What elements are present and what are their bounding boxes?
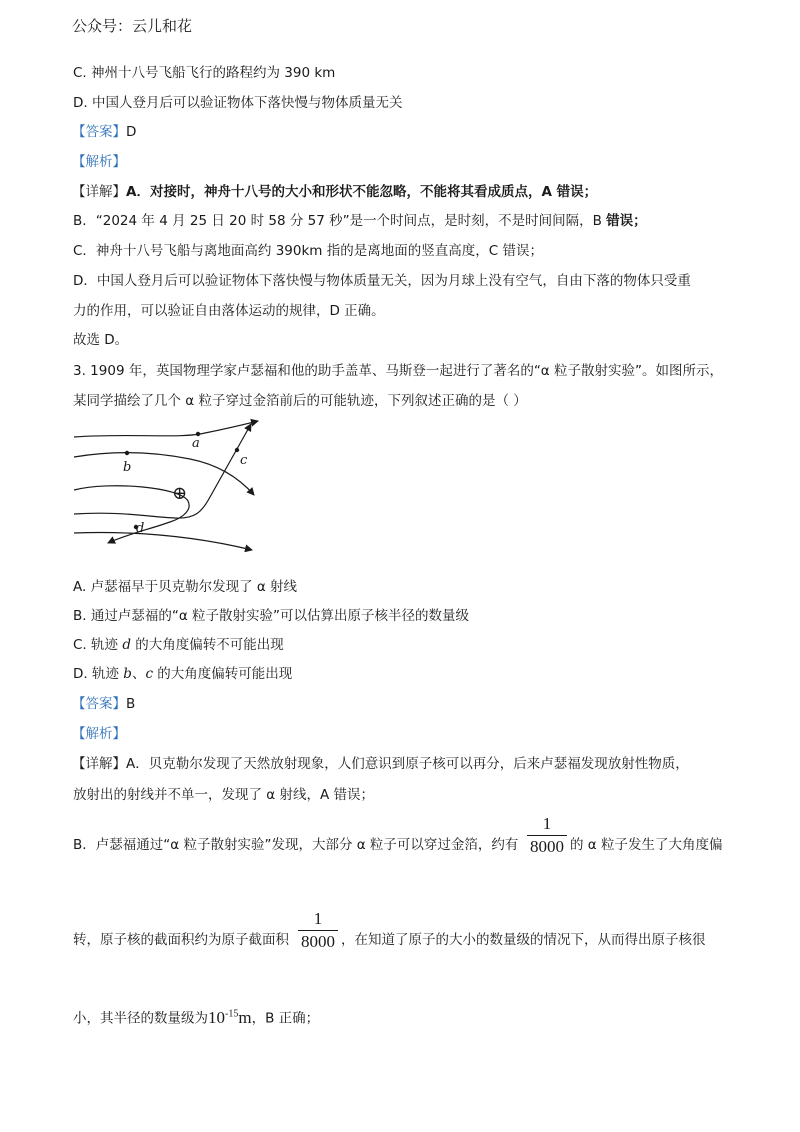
label-a: a [192,436,200,451]
q3-stem-line1: 3. 1909 年，英国物理学家卢瑟福和他的助手盖革、马斯登一起进行了著名的“α 粒子散射实验”。如图所示， [73,363,723,379]
prev-detail-b [73,212,647,230]
q3-answer-tag: 【答案】 [72,696,126,712]
page-header: 公众号：云儿和花 [72,17,193,35]
detail-tag: 【详解】 [72,184,126,200]
power-base: 10 [208,1007,225,1027]
prev-detail-c: C．神舟十八号飞船与离地面高约 390km 指的是离地面的竖直高度，C 错误； [73,243,543,259]
prev-conclusion: 故选 D。 [73,332,129,348]
label-b: b [123,460,132,475]
fraction-1-bar [527,835,567,836]
q3-option-b: B. 通过卢瑟福的“α 粒子散射实验”可以估算出原子核半径的数量级 [73,608,470,624]
q3-detail-b-line3-pre: 小，其半径的数量级为 [73,1010,208,1027]
q3-detail-a-line1 [72,755,689,773]
fraction-1-numerator: 1 [542,814,552,833]
q3-option-c [73,636,284,654]
power-exponent: -15 [225,1008,239,1019]
trajectory-c [74,424,251,518]
q3-detail-b-line3 [73,1005,319,1028]
option-d-var1: b [123,666,132,682]
label-d: d [136,521,145,536]
prev-answer [72,123,136,141]
trajectory-b [74,453,254,495]
label-c: c [240,453,248,468]
q3-detail-a-line2: 放射出的射线并不单一，发现了 α 射线，A 错误； [73,787,375,803]
option-c-pre: C. 轨迹 [73,637,123,653]
q3-detail-tag: 【详解】 [72,756,126,772]
answer-value: D [126,124,137,140]
fraction-2-denominator: 8000 [301,932,335,951]
q3-option-d [73,665,292,683]
fraction-2-bar [298,930,338,931]
prev-option-c: C. 神州十八号飞船飞行的路程约为 390 km [73,65,336,81]
trajectory-bottom [74,533,252,550]
prev-detail-d-line1: D．中国人登月后可以验证物体下落快慢与物体质量无关，因为月球上没有空气，自由下落的物体只受重 [73,273,691,289]
option-d-pre: D. 轨迹 [73,666,124,682]
power-unit: m [238,1007,252,1027]
option-d-mid: 、 [131,666,146,682]
prev-option-d: D. 中国人登月后可以验证物体下落快慢与物体质量无关 [73,95,403,111]
option-c-var: d [122,637,131,653]
option-c-post: 的大角度偏转不可能出现 [130,637,284,653]
q3-answer [72,695,135,713]
q3-option-a: A. 卢瑟福早于贝克勒尔发现了 α 射线 [73,579,298,595]
q3-detail-a-text: A．贝克勒尔发现了天然放射现象，人们意识到原子核可以再分，后来卢瑟福发现放射性物质， [126,756,689,772]
alpha-scattering-figure [70,417,270,552]
point-b [125,451,129,455]
trajectory-a [74,421,258,437]
prev-detail-a [72,183,597,201]
q3-analysis-tag: 【解析】 [72,726,126,742]
fraction-1 [527,814,567,857]
q3-stem-line2: 某同学描绘了几个 α 粒子穿过金箔前后的可能轨迹，下列叙述正确的是（ ） [73,393,527,409]
prev-analysis-tag: 【解析】 [72,154,126,170]
q3-detail-b-line1-pre: B．卢瑟福通过“α 粒子散射实验”发现，大部分 α 粒子可以穿过金箔，约有 [73,837,519,853]
detail-b-text: B．“2024 年 4 月 25 日 20 时 58 分 57 秒”是一个时间点，是时刻，不是时间间隔，B [73,213,607,229]
q3-detail-b-line3-post: ，B 正确； [251,1010,320,1027]
nucleus-symbol: ⊕ [172,483,188,504]
answer-tag: 【答案】 [72,124,126,140]
power-expression [208,1008,252,1027]
fraction-1-denominator: 8000 [530,837,564,856]
q3-detail-b-line2-pre: 转，原子核的截面积约为原子截面积 [73,932,289,948]
q3-detail-b-line1-post: 的 α 粒子发生了大角度偏 [570,837,723,853]
prev-detail-d-line2: 力的作用，可以验证自由落体运动的规律，D 正确。 [73,303,385,319]
point-c [235,448,239,452]
detail-b-bold: 错误； [606,213,647,229]
q3-detail-b-line2-post: ，在知道了原子的大小的数量级的情况下，从而得出原子核很 [341,932,706,948]
q3-answer-value: B [126,696,136,712]
detail-a-text: A．对接时，神舟十八号的大小和形状不能忽略，不能将其看成质点，A 错误； [126,184,598,200]
fraction-2-numerator: 1 [313,909,323,928]
option-d-var2: c [145,666,153,682]
option-d-post: 的大角度偏转可能出现 [153,666,293,682]
fraction-2 [298,909,338,952]
